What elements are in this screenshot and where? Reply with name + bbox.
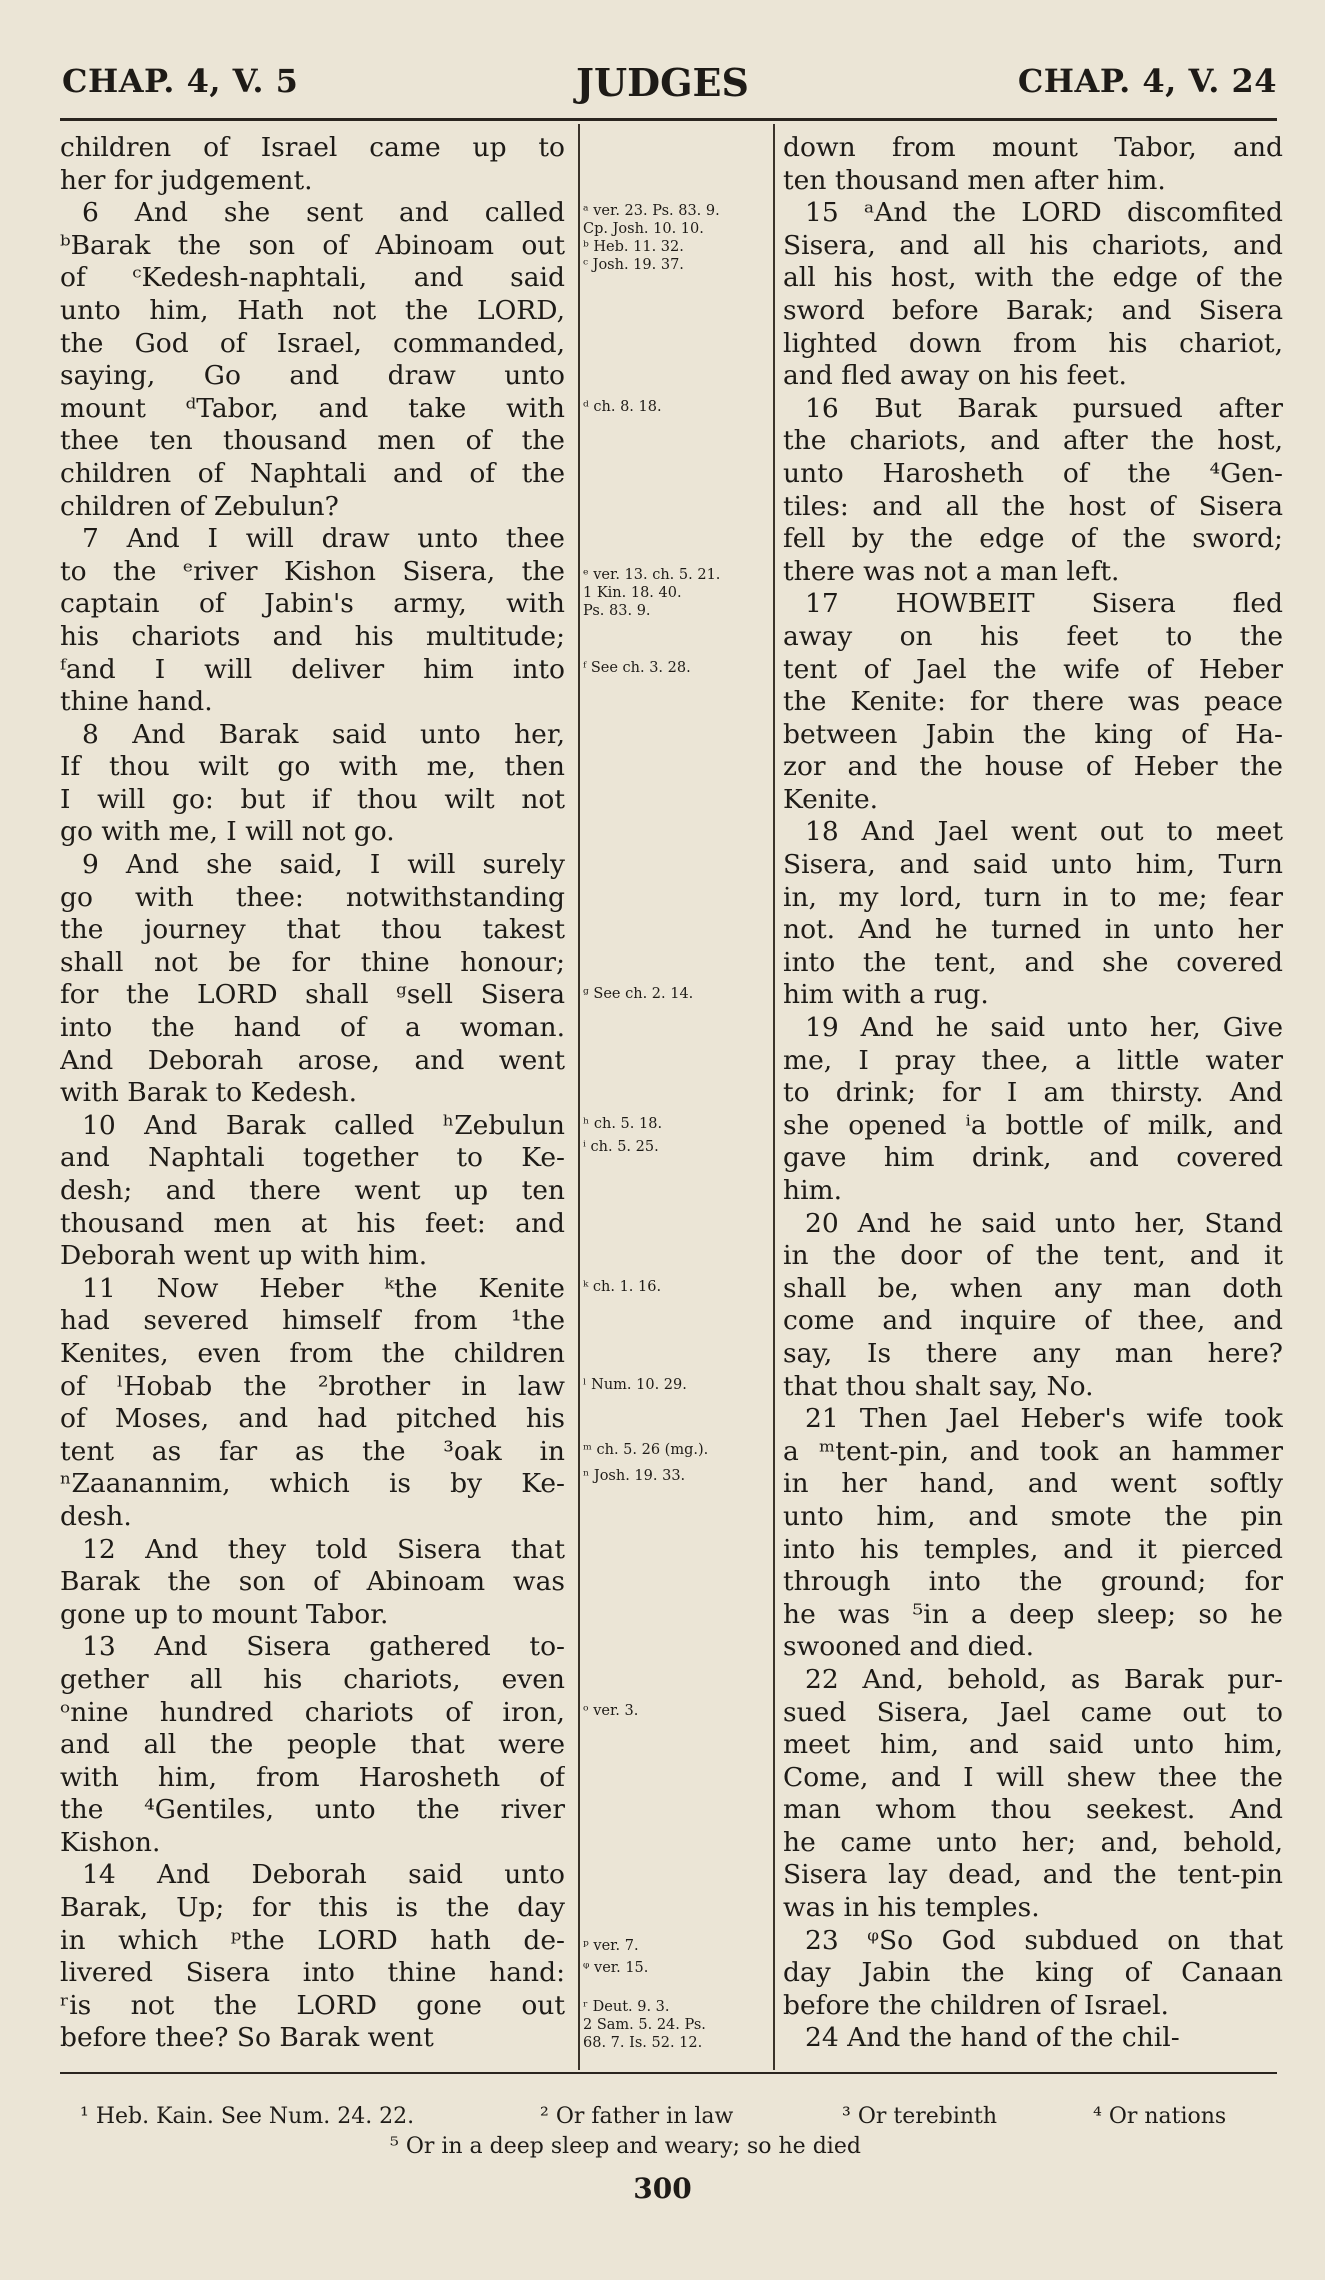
text-line: with Barak to Kedesh. — [60, 1077, 358, 1109]
text-line: tent of Jael the wife of Heber — [783, 653, 1283, 685]
text-line: her for judgement. — [60, 164, 313, 196]
text-line: she opened ⁱa bottle of milk, and — [783, 1109, 1283, 1141]
text-line: zor and the house of Heber the — [783, 751, 1283, 783]
text-line: his chariots and his multitude; — [60, 620, 565, 652]
text-line: between Jabin the king of Ha- — [783, 718, 1283, 750]
text-line: 9 And she said, I will surely — [82, 849, 565, 881]
text-line: in, my lord, turn in to me; fear — [783, 881, 1283, 913]
text-line: Kishon. — [60, 1826, 161, 1858]
text-line: Kenites, even from the children — [60, 1337, 565, 1369]
text-line: ʳis not the LORD gone out — [60, 1989, 565, 2021]
text-line: I will go: but if thou wilt not — [60, 783, 565, 815]
margin-note: ⁿ Josh. 19. 33. — [583, 1468, 686, 1485]
text-column-left — [60, 132, 565, 2055]
text-line: the chariots, and after the host, — [783, 425, 1283, 457]
text-line: meet him, and said unto him, — [783, 1729, 1283, 1761]
text-line: 21 Then Jael Heber's wife took — [805, 1403, 1283, 1435]
footnote-5: ⁵ Or in a deep sleep and weary; so he died — [390, 2134, 861, 2159]
header-chapter-verse-start: CHAP. 4, V. 5 — [62, 62, 299, 100]
text-line: and all the people that were — [60, 1729, 565, 1761]
text-line: unto him, and smote the pin — [783, 1500, 1283, 1532]
text-line: livered Sisera into thine hand: — [60, 1957, 565, 1989]
text-line: 15 ᵃAnd the LORD discomfited — [805, 197, 1283, 229]
text-line: unto Harosheth of the ⁴Gen- — [783, 457, 1283, 489]
text-line: Sisera, and all his chariots, and — [783, 229, 1283, 261]
text-line: all his host, with the edge of the — [783, 262, 1283, 294]
text-line: 11 Now Heber ᵏthe Kenite — [82, 1272, 565, 1304]
margin-note: ᵇ Heb. 11. 32. — [583, 239, 684, 256]
text-line: ᵇBarak the son of Abinoam out — [60, 229, 565, 261]
text-line: 13 And Sisera gathered to- — [82, 1631, 565, 1663]
margin-note: ⁱ ch. 5. 25. — [583, 1138, 659, 1155]
text-line: 12 And they told Sisera that — [82, 1533, 565, 1565]
text-line: was in his temples. — [783, 1892, 1040, 1924]
text-line: man whom thou seekest. And — [783, 1794, 1283, 1826]
text-line: 24 And the hand of the chil- — [805, 2022, 1180, 2054]
text-line: gave him drink, and covered — [783, 1142, 1283, 1174]
text-line: into the tent, and she covered — [783, 946, 1283, 978]
text-line: lighted down from his chariot, — [783, 327, 1283, 359]
text-line: gone up to mount Tabor. — [60, 1598, 389, 1630]
text-line: thee ten thousand men of the — [60, 425, 565, 457]
text-line: sued Sisera, Jael came out to — [783, 1696, 1283, 1728]
text-line: 17 HOWBEIT Sisera fled — [805, 588, 1283, 620]
margin-note: 1 Kin. 18. 40. — [583, 584, 682, 601]
text-line: and Naphtali together to Ke- — [60, 1142, 565, 1174]
text-line: gether all his chariots, even — [60, 1663, 565, 1695]
text-line: thine hand. — [60, 686, 213, 718]
text-line: through into the ground; for — [783, 1566, 1283, 1598]
text-line: ᶠand I will deliver him into — [60, 653, 565, 685]
text-line: the Kenite: for there was peace — [783, 686, 1283, 718]
text-line: Sisera, and said unto him, Turn — [783, 849, 1283, 881]
text-line: 22 And, behold, as Barak pur- — [805, 1663, 1283, 1695]
text-line: shall be, when any man doth — [783, 1272, 1283, 1304]
text-line: away on his feet to the — [783, 620, 1283, 652]
column-divider-right — [773, 124, 775, 2070]
text-line: captain of Jabin's army, with — [60, 588, 565, 620]
text-line: tiles: and all the host of Sisera — [783, 490, 1283, 522]
text-line: day Jabin the king of Canaan — [783, 1957, 1283, 1989]
text-line: the ⁴Gentiles, unto the river — [60, 1794, 565, 1826]
text-line: go with me, I will not go. — [60, 816, 395, 848]
text-line: desh; and there went up ten — [60, 1175, 565, 1206]
text-line: 10 And Barak called ʰZebulun — [82, 1109, 565, 1141]
text-line: the God of Israel, commanded, — [60, 327, 565, 359]
text-line: before thee? So Barak went — [60, 2022, 434, 2054]
text-line: Kenite. — [783, 783, 879, 815]
text-line: to the ᵉriver Kishon Sisera, the — [60, 555, 565, 587]
text-column-right — [783, 132, 1283, 2055]
text-line: 14 And Deborah said unto — [82, 1859, 565, 1891]
text-line: 23 ᵠSo God subdued on that — [805, 1924, 1283, 1956]
text-line: shall not be for thine honour; — [60, 946, 565, 978]
text-line: Sisera lay dead, and the tent-pin — [783, 1859, 1283, 1891]
text-line: 19 And he said unto her, Give — [805, 1012, 1283, 1044]
text-line: saying, Go and draw unto — [60, 360, 565, 392]
text-line: mount ᵈTabor, and take with — [60, 392, 565, 424]
text-line: come and inquire of thee, and — [783, 1305, 1283, 1337]
margin-note: Ps. 83. 9. — [583, 602, 651, 619]
text-line: 6 And she sent and called — [82, 197, 565, 229]
margin-note: ʳ Deut. 9. 3. — [583, 1999, 670, 2016]
text-line: into the hand of a woman. — [60, 1012, 565, 1044]
text-line: him. — [783, 1175, 843, 1206]
margin-note: ᵉ ver. 13. ch. 5. 21. — [583, 566, 721, 583]
margin-note: ᶜ Josh. 19. 37. — [583, 256, 684, 273]
footnote-rule — [60, 2072, 1277, 2074]
text-line: not. And he turned in unto her — [783, 914, 1283, 946]
margin-note: ˡ Num. 10. 29. — [583, 1376, 687, 1393]
text-line: before the children of Israel. — [783, 1989, 1169, 2021]
text-line: 18 And Jael went out to meet — [805, 816, 1283, 848]
text-line: that thou shalt say, No. — [783, 1370, 1094, 1402]
text-line: unto him, Hath not the LORD, — [60, 294, 565, 326]
margin-note: ᵈ ch. 8. 18. — [583, 398, 662, 415]
text-line: for the LORD shall ᵍsell Sisera — [60, 979, 565, 1011]
text-line: of ᶜKedesh-naphtali, and said — [60, 262, 565, 294]
text-line: 16 But Barak pursued after — [805, 392, 1283, 424]
text-line: 20 And he said unto her, Stand — [805, 1207, 1283, 1239]
column-divider-left — [578, 124, 580, 2070]
header-rule — [60, 118, 1277, 121]
text-line: Barak, Up; for this is the day — [60, 1892, 565, 1924]
text-line: go with thee: notwithstanding — [60, 881, 565, 913]
text-line: Deborah went up with him. — [60, 1240, 428, 1272]
text-line: children of Zebulun? — [60, 490, 339, 522]
text-line: say, Is there any man here? — [783, 1337, 1283, 1369]
margin-note: ᵐ ch. 5. 26 (mg.). — [583, 1442, 709, 1458]
text-line: And Deborah arose, and went — [60, 1044, 565, 1076]
text-line: a ᵐtent-pin, and took an hammer — [783, 1435, 1283, 1467]
text-line: If thou wilt go with me, then — [60, 751, 565, 783]
text-line: him with a rug. — [783, 979, 989, 1011]
margin-note: ᶠ See ch. 3. 28. — [583, 659, 691, 676]
text-line: swooned and died. — [783, 1631, 1035, 1663]
text-line: thousand men at his feet: and — [60, 1207, 565, 1239]
text-line: tent as far as the ³oak in — [60, 1435, 565, 1467]
text-line: ⁿZaanannim, which is by Ke- — [60, 1468, 565, 1500]
page-number: 300 — [633, 2172, 692, 2205]
text-line: had severed himself from ¹the — [60, 1305, 565, 1337]
margin-note: ᵍ See ch. 2. 14. — [583, 985, 694, 1002]
margin-note: ᵖ ver. 7. — [583, 1937, 639, 1954]
text-line: he was ⁵in a deep sleep; so he — [783, 1598, 1283, 1630]
text-line: me, I pray thee, a little water — [783, 1044, 1283, 1076]
margin-note: 2 Sam. 5. 24. Ps. — [583, 2017, 706, 2034]
margin-note: Cp. Josh. 10. 10. — [583, 221, 704, 238]
text-line: 8 And Barak said unto her, — [82, 718, 565, 750]
margin-note: ᵃ ver. 23. Ps. 83. 9. — [583, 203, 720, 220]
header-book-title: JUDGES — [576, 60, 749, 105]
text-line: sword before Barak; and Sisera — [783, 294, 1283, 326]
margin-note: ᵒ ver. 3. — [583, 1702, 639, 1719]
margin-note: ᵏ ch. 1. 16. — [583, 1279, 662, 1295]
footnote-3: ³ Or terebinth — [842, 2104, 998, 2129]
text-line: of ˡHobab the ²brother in law — [60, 1370, 565, 1402]
footnote-2: ² Or father in law — [540, 2104, 734, 2129]
text-line: with him, from Harosheth of — [60, 1761, 565, 1793]
text-line: 7 And I will draw unto thee — [82, 523, 565, 555]
header-chapter-verse-end: CHAP. 4, V. 24 — [1017, 62, 1277, 100]
footnote-4: ⁴ Or nations — [1093, 2104, 1227, 2129]
text-line: children of Naphtali and of the — [60, 457, 565, 489]
margin-note: 68. 7. Is. 52. 12. — [583, 2035, 703, 2052]
text-line: down from mount Tabor, and — [783, 132, 1283, 163]
text-line: desh. — [60, 1500, 132, 1532]
text-line: into his temples, and it pierced — [783, 1533, 1283, 1565]
footnote-1: ¹ Heb. Kain. See Num. 24. 22. — [80, 2104, 415, 2129]
text-line: the journey that thou takest — [60, 914, 565, 946]
margin-note: ʰ ch. 5. 18. — [583, 1116, 663, 1132]
text-line: in which ᵖthe LORD hath de- — [60, 1924, 565, 1956]
text-line: ten thousand men after him. — [783, 164, 1166, 196]
text-line: to drink; for I am thirsty. And — [783, 1077, 1283, 1109]
text-line: ᵒnine hundred chariots of iron, — [60, 1696, 565, 1728]
text-line: and fled away on his feet. — [783, 360, 1127, 392]
text-line: fell by the edge of the sword; — [783, 523, 1283, 555]
text-line: there was not a man left. — [783, 555, 1120, 587]
text-line: Come, and I will shew thee the — [783, 1761, 1283, 1793]
text-line: in her hand, and went softly — [783, 1468, 1283, 1500]
text-line: children of Israel came up to — [60, 132, 565, 163]
text-line: Barak the son of Abinoam was — [60, 1566, 565, 1598]
text-line: in the door of the tent, and it — [783, 1240, 1283, 1272]
text-line: he came unto her; and, behold, — [783, 1826, 1283, 1858]
margin-note: ᵠ ver. 15. — [583, 1960, 649, 1977]
text-line: of Moses, and had pitched his — [60, 1403, 565, 1435]
